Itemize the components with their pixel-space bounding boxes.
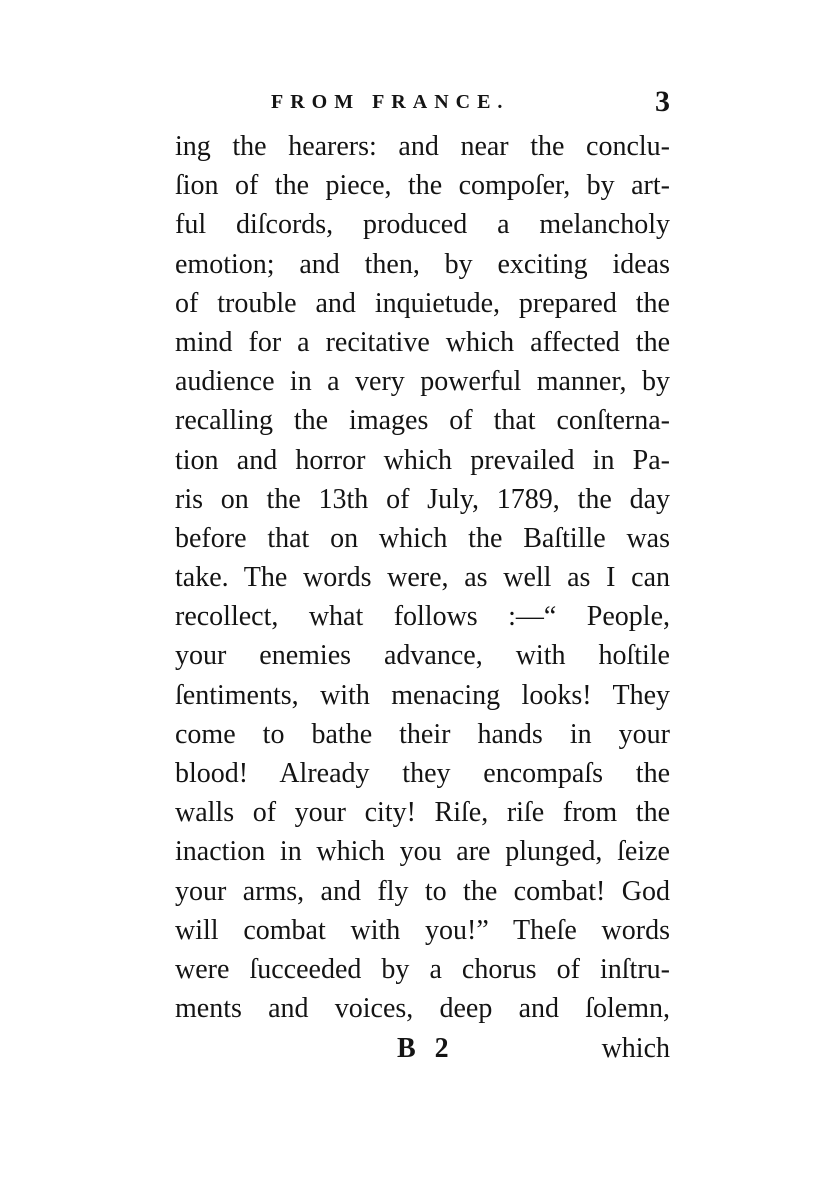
text-line: will combat with you!” Theſe words — [175, 914, 670, 946]
text-line: come to bathe their hands in your — [175, 718, 670, 750]
text-line: were ſucceeded by a chorus of inſtru- — [175, 953, 670, 985]
text-line: audience in a very powerful manner, by — [175, 366, 670, 398]
text-line: ful diſcords, produced a melancholy — [175, 209, 670, 241]
text-line: inaction in which you are plunged, ſeize — [175, 836, 670, 868]
text-line: your enemies advance, with hoſtile — [175, 640, 670, 672]
page-footer — [175, 1029, 670, 1069]
text-line: take. The words were, as well as I can — [175, 562, 670, 594]
text-line: emotion; and then, by exciting ideas — [175, 248, 670, 280]
text-line: tion and horror which prevailed in Pa- — [175, 444, 670, 476]
text-line: mind for a recitative which affected the — [175, 326, 670, 358]
text-line: ſentiments, with menacing looks! They — [175, 679, 670, 711]
text-line: before that on which the Baſtille was — [175, 522, 670, 554]
text-line: your arms, and fly to the combat! God — [175, 875, 670, 907]
text-line: recalling the images of that conſterna- — [175, 405, 670, 437]
signature-mark: B 2 — [397, 1033, 455, 1064]
text-line: recollect, what follows :—“ People, — [175, 601, 670, 633]
text-line: ing the hearers: and near the conclu- — [175, 131, 670, 162]
text-line: walls of your city! Riſe, riſe from the — [175, 797, 670, 829]
body-text — [175, 127, 670, 1028]
text-line: of trouble and inquietude, prepared the — [175, 287, 670, 319]
page-header — [175, 84, 670, 120]
catchword: which — [601, 1033, 670, 1064]
page-number: 3 — [655, 85, 670, 118]
text-line: blood! Already they encompaſs the — [175, 758, 670, 789]
running-head: FROM FRANCE. — [271, 91, 510, 113]
text-line: ments and voices, deep and ſolemn, — [175, 993, 670, 1025]
text-line: ſion of the piece, the compoſer, by art- — [175, 170, 670, 202]
text-line: ris on the 13th of July, 1789, the day — [175, 483, 670, 515]
